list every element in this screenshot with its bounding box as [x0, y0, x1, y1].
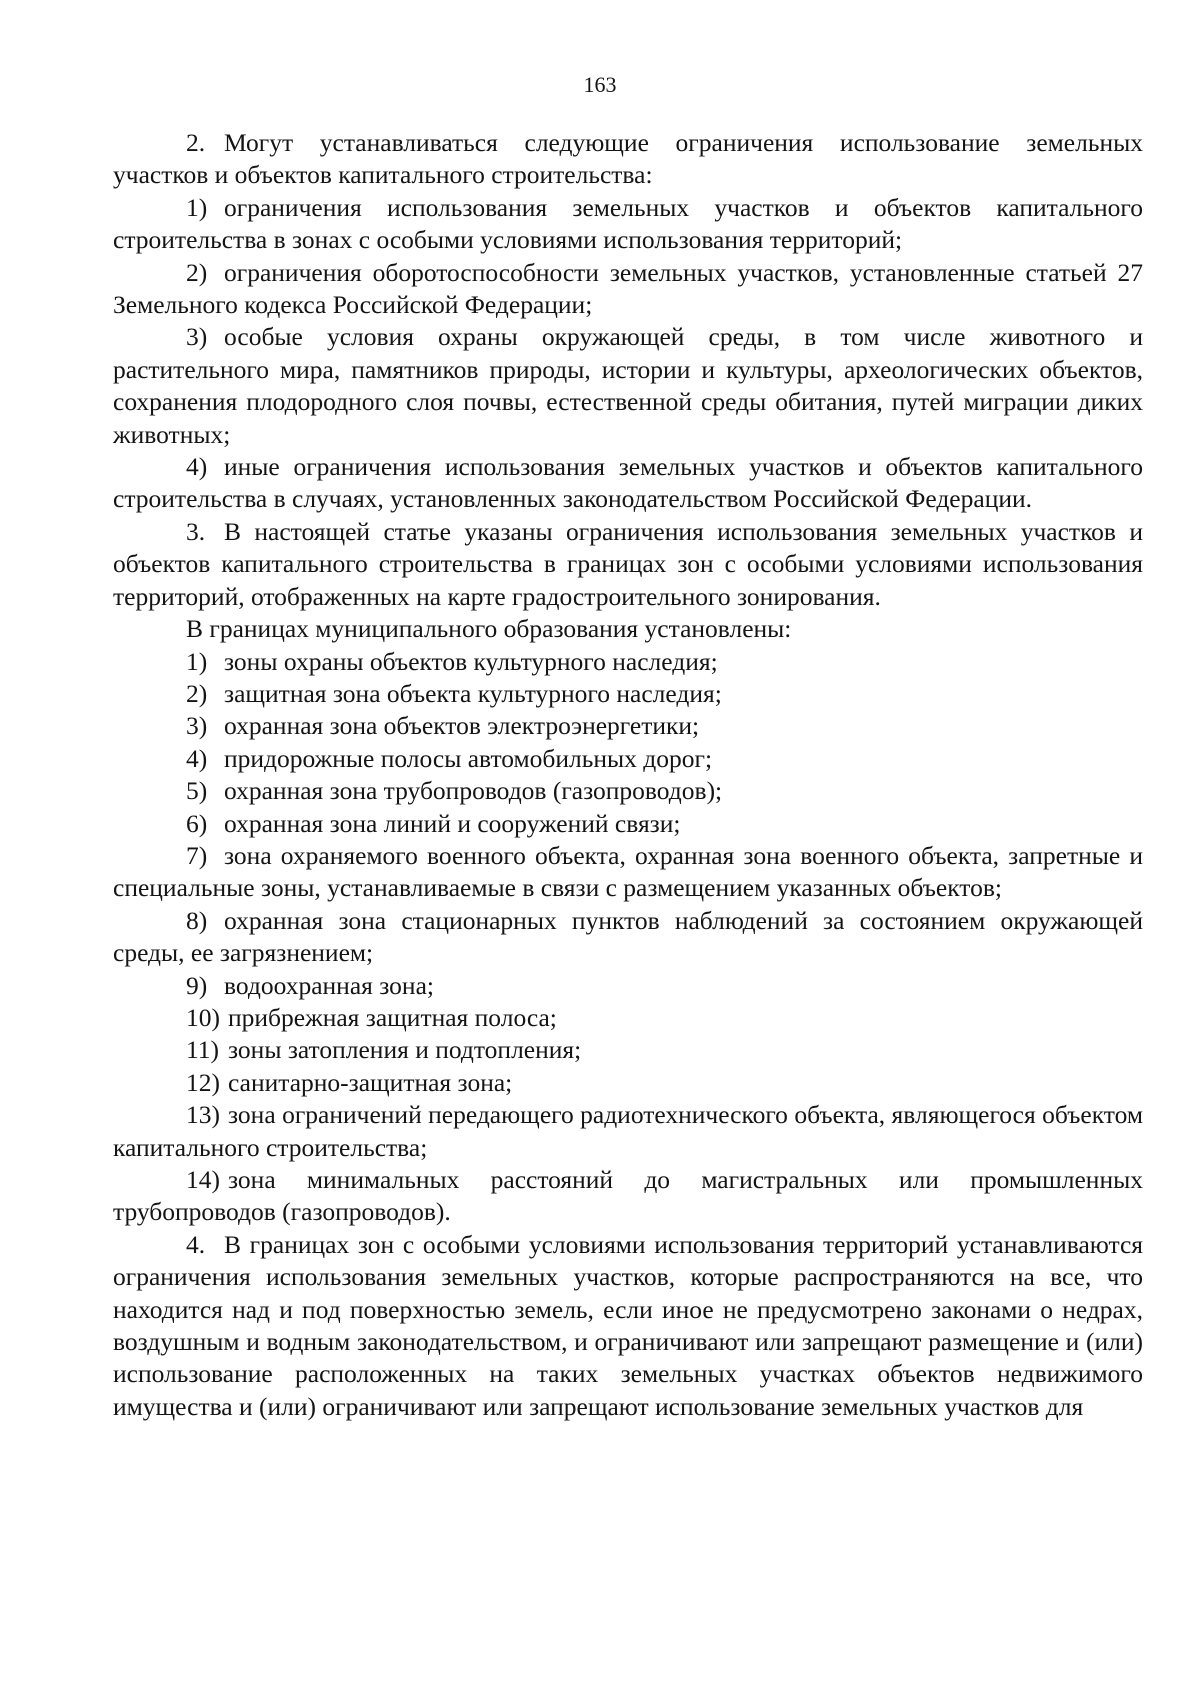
zone-list-item — [113, 808, 1143, 840]
list-item-text: зоны затопления и подтопления; — [228, 1035, 582, 1065]
zone-list-item — [113, 678, 1143, 710]
list-item-text: зоны охраны объектов культурного наследия; — [224, 646, 718, 676]
list-item-text: охранная зона стационарных пунктов наблюдений за состоянием окружающей среды, ее загрязнением; — [113, 905, 1143, 968]
list-item-text: санитарно-защитная зона; — [228, 1067, 513, 1097]
zone-list-item — [113, 646, 1143, 678]
paragraph-4 — [113, 1229, 1143, 1423]
list-item-number: 9) — [186, 970, 208, 1000]
list-item-number: 6) — [186, 808, 208, 838]
list-item-number: 5) — [186, 776, 208, 806]
list-item-text: охранная зона объектов электроэнергетики; — [224, 711, 700, 741]
list-item-number: 13) — [186, 1100, 220, 1130]
list-item-text: зона минимальных расстояний до магистральных или промышленных трубопроводов (газопроводов). — [113, 1165, 1143, 1227]
zone-list-item — [113, 1034, 1143, 1066]
zone-list-item — [113, 840, 1143, 905]
zone-list-item — [113, 970, 1143, 1002]
paragraph-3 — [113, 516, 1143, 613]
paragraph-text: В границах зон с особыми условиями использования территорий устанавливаются ограничения использования земельных участков, которые распространяются на все, что находится над и под поверхностью земель, если иное не предусмотрено законами о недрах, воздушным и водным законодательством, и ограничивают или запрещают размещение и (или) использование расположенных на таких земельных участках объектов недвижимого имущества и (или) ограничивают или запрещают использование земельных участков для — [113, 1229, 1143, 1421]
list-item-text: иные ограничения использования земельных участков и объектов капитального строительства в случаях, установленных законодательством Российской Федерации. — [113, 452, 1143, 514]
list-item-text: ограничения оборотоспособности земельных участков, установленные статьей 27 Земельного кодекса Российской Федерации; — [113, 257, 1143, 320]
document-body — [113, 127, 1143, 1423]
list-item-text: зона охраняемого военного объекта, охранная зона военного объекта, запретные и специальные зоны, устанавливаемые в связи с размещением указанных объектов; — [113, 840, 1143, 903]
list-item-number: 3) — [186, 322, 208, 352]
paragraph-text: В границах муниципального образования установлены: — [186, 614, 792, 644]
list-item-number: 1) — [186, 192, 208, 222]
zone-list-item — [113, 1099, 1143, 1164]
paragraph-text: Могут устанавливаться следующие ограничения использование земельных участков и объектов капитального строительства: — [113, 128, 1143, 190]
list-item — [113, 257, 1143, 322]
list-item-text: придорожные полосы автомобильных дорог; — [224, 743, 713, 773]
list-item-number: 1) — [186, 646, 208, 676]
list-item-text: защитная зона объекта культурного наследия; — [224, 678, 722, 708]
paragraph-text: В настоящей статье указаны ограничения использования земельных участков и объектов капитального строительства в границах зон с особыми условиями использования территорий, отображенных на карте градостроительного зонирования. — [113, 516, 1143, 611]
list-item-text: охранная зона линий и сооружений связи; — [224, 808, 681, 838]
zones-intro — [113, 613, 1143, 645]
list-item-number: 10) — [186, 1002, 220, 1032]
list-item-number: 14) — [186, 1165, 220, 1194]
page-number: 163 — [583, 72, 617, 97]
list-item — [113, 451, 1143, 516]
list-item-text: охранная зона трубопроводов (газопроводов); — [224, 776, 723, 806]
paragraph-number: 2. — [186, 128, 206, 157]
list-item-number: 12) — [186, 1067, 220, 1097]
paragraph-2 — [113, 127, 1143, 192]
list-item-number: 2) — [186, 678, 208, 708]
list-item-number: 7) — [186, 840, 208, 870]
zone-list-item — [113, 710, 1143, 742]
paragraph-number: 3. — [186, 516, 206, 546]
list-item-text: водоохранная зона; — [224, 970, 434, 1000]
list-item-number: 3) — [186, 711, 208, 741]
list-item-text: прибрежная защитная полоса; — [228, 1002, 557, 1032]
list-item-number: 4) — [186, 743, 208, 773]
list-item-number: 2) — [186, 257, 208, 287]
zone-list-item — [113, 1067, 1143, 1099]
zone-list-item — [113, 775, 1143, 807]
zone-list-item — [113, 743, 1143, 775]
list-item-text: особые условия охраны окружающей среды, в том числе животного и растительного мира, памятников природы, истории и культуры, археологических объектов, сохранения плодородного слоя почвы, естественной среды обитания, путей миграции диких животных; — [113, 322, 1143, 449]
list-item-text: ограничения использования земельных участков и объектов капитального строительства в зонах с особыми условиями использования территорий; — [113, 192, 1143, 255]
list-item-number: 4) — [186, 452, 208, 482]
list-item-number: 8) — [186, 905, 208, 935]
paragraph-number: 4. — [186, 1229, 206, 1259]
zone-list-item — [113, 1164, 1143, 1229]
zone-list-item — [113, 905, 1143, 970]
list-item-text: зона ограничений передающего радиотехнического объекта, являющегося объектом капитального строительства; — [113, 1100, 1143, 1162]
zone-list-item — [113, 1002, 1143, 1034]
list-item-number: 11) — [186, 1035, 220, 1065]
list-item — [113, 192, 1143, 257]
list-item — [113, 321, 1143, 451]
